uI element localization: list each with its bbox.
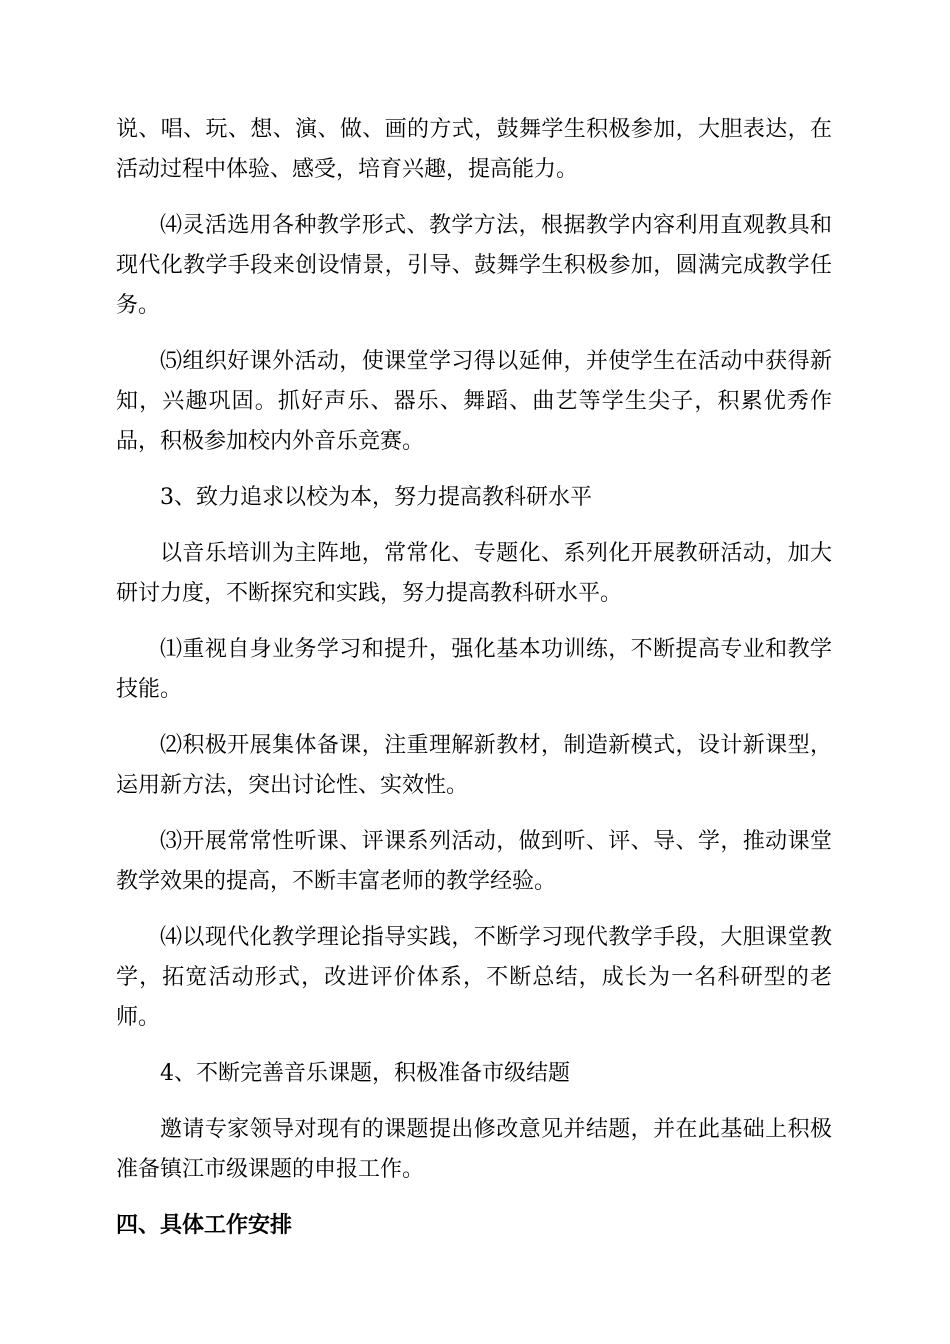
paragraph-activity-methods: 说、唱、玩、想、演、做、画的方式，鼓舞学生积极参加，大胆表达，在活动过程中体验、感受，培育兴趣，提高能力。	[116, 117, 832, 182]
paragraph-item-1-self-study: ⑴重视自身业务学习和提升，强化基本功训练，不断提高专业和教学技能。	[116, 637, 832, 702]
paragraph-expert-invitation: 邀请专家领导对现有的课题提出修改意见并结题，并在此基础上积极准备镇江市级课题的申报工作。	[116, 1117, 832, 1182]
section-heading-work-arrangement: 四、具体工作安排	[116, 1213, 293, 1238]
paragraph-item-5-extracurricular: ⑸组织好课外活动，使课堂学习得以延伸，并使学生在活动中获得新知，兴趣巩固。抓好声乐、器乐、舞蹈、曲艺等学生尖子，积累优秀作品，积极参加校内外音乐竞赛。	[116, 349, 832, 454]
paragraph-item-2-collective-prep: ⑵积极开展集体备课，注重理解新教材，制造新模式，设计新课型，运用新方法，突出讨论性、实效性。	[116, 733, 832, 798]
paragraph-music-training: 以音乐培训为主阵地，常常化、专题化、系列化开展教研活动，加大研讨力度，不断探究和实践，努力提高教科研水平。	[116, 541, 832, 606]
paragraph-item-4-teaching-forms: ⑷灵活选用各种教学形式、教学方法，根据教学内容利用直观教具和现代化教学手段来创设情景，引导、鼓舞学生积极参加，圆满完成教学任务。	[116, 213, 832, 318]
subheading-4-music-project: 4、不断完善音乐课题，积极准备市级结题	[160, 1061, 570, 1086]
subheading-3-research: 3、致力追求以校为本，努力提高教科研水平	[160, 485, 592, 510]
document-page	[116, 110, 832, 1246]
paragraph-item-3-observation: ⑶开展常常性听课、评课系列活动，做到听、评、导、学，推动课堂教学效果的提高，不断丰富老师的教学经验。	[116, 829, 832, 894]
paragraph-item-4-modern-theory: ⑷以现代化教学理论指导实践，不断学习现代教学手段，大胆课堂教学，拓宽活动形式，改进评价体系，不断总结，成长为一名科研型的老师。	[116, 925, 832, 1030]
